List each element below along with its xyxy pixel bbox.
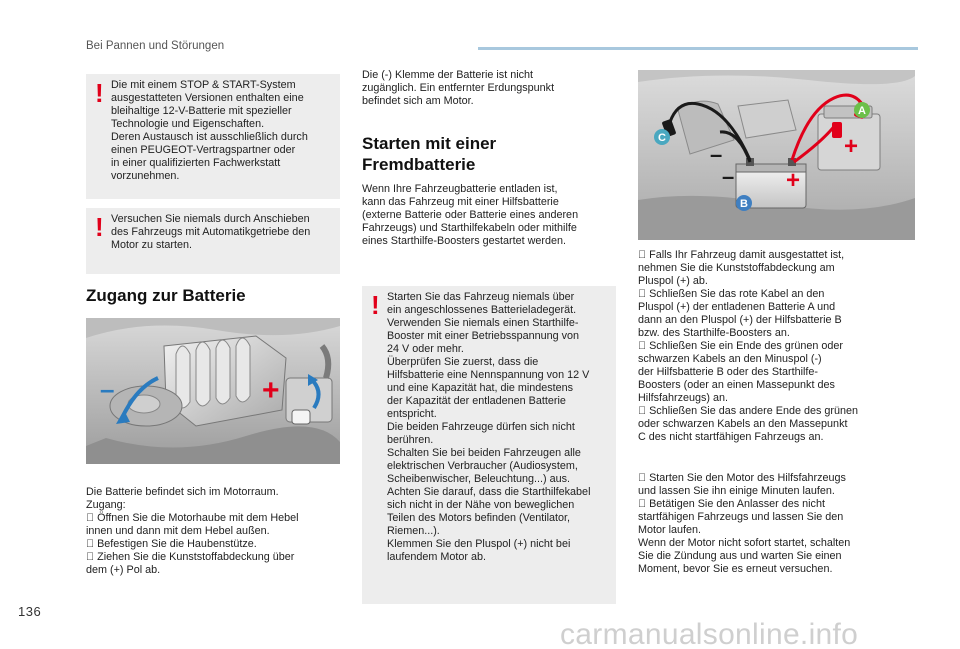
jump-start-intro: Wenn Ihre Fahrzeugbatterie entladen ist, kann das Fahrzeug mit einer Hilfsbatterie (externe Batterie oder Batterie eines anderen Fahrzeugs) und Starthilfekabeln oder mithilfe eines Starthilfe-Boosters gestartet werden.	[362, 183, 579, 247]
label-b: B	[740, 198, 748, 210]
warning-box-push-start	[86, 208, 340, 274]
jumper-cable-illustration	[638, 70, 915, 240]
engine-bay-illustration	[86, 318, 340, 464]
minus-symbol-2: –	[722, 164, 735, 189]
warning-text: Die mit einem STOP & START-System ausgestatteten Versionen enthalten eine bleihaltige 12-V-Batterie mit spezieller Technologie und Eigenschaften. Deren Austausch ist ausschließlich durch einen PEUGEOT-Vertragspartner oder in einer qualifizierten Fachwerkstatt vorzunehmen.	[111, 79, 308, 182]
warning-box-jump-start	[362, 286, 616, 604]
plus-symbol-2: +	[786, 167, 801, 194]
page-number: 136	[18, 604, 42, 619]
minus-symbol: –	[710, 142, 723, 167]
watermark: carmanualsonline.info	[560, 618, 859, 649]
warning-icon: !	[95, 212, 104, 242]
header-accent-bar	[478, 47, 918, 50]
warning-text: Versuchen Sie niemals durch Anschieben des Fahrzeugs mit Automatikgetriebe den Motor zu starten.	[111, 213, 311, 251]
access-heading: Zugang zur Batterie	[86, 286, 246, 305]
access-instructions: Die Batterie befindet sich im Motorraum. Zugang: Öffnen Sie die Motorhaube mit dem Hebel innen und dann mit dem Hebel außen. Befestigen Sie die Haubenstütze. Ziehen Sie die Kunststoffabdeckung über dem (+) Pol ab.	[86, 486, 288, 576]
minus-symbol: –	[100, 374, 115, 404]
warning-text: Starten Sie das Fahrzeug niemals über ein angeschlossenes Batterieladegerät. Verwenden Sie niemals einen Starthilfe- Booster mit einer Betriebsspannung von 24 V oder mehr. Überprüfen Sie zuerst, dass die Hilfsbatterie eine Nennspannung von 12 V und eine Kapazität hat, die mindestens der Kapazität der entladenen Batterie entspricht. Die beiden Fahrzeuge dürfen sich nicht berühren. Schalten Sie bei beiden Fahrzeugen alle elektrischen Verbraucher (Audiosystem, Scheibenwischer, Beleuchtung...) aus. Achten Sie darauf, dass die Starthilfekabel sich nicht in der Nähe von beweglichen Teilen des Motors befinden (Ventilator, Riemen...). Klemmen Sie den Pluspol (+) nicht bei laufendem Motor ab.	[387, 291, 591, 563]
warning-icon: !	[371, 290, 380, 320]
jump-start-steps-1: Falls Ihr Fahrzeug damit ausgestattet ist, nehmen Sie die Kunststoffabdeckung am Pluspol (+) ab. Schließen Sie das rote Kabel an den Pluspol (+) der entladenen Batterie A und dann an den Pluspol (+) der Hilfsbatterie B bzw. des Starthilfe-Boosters an. Schließen Sie ein Ende des grünen oder schwarzen Kabels an den Minuspol (-) der Hilfsbatterie B oder des Starthilfe- Boosters (oder an einen Massepunkt des Hilfsfahrzeugs) an. Schließen Sie das andere Ende des grünen oder schwarzen Kabels an den Massepunkt C des nicht startfähigen Fahrzeugs an.	[638, 249, 848, 443]
jump-start-steps-2: Starten Sie den Motor des Hilfsfahrzeugs und lassen Sie ihn einige Minuten laufen. Betätigen Sie den Anlasser des nicht startfähigen Fahrzeugs und lassen Sie den Motor laufen. Wenn der Motor nicht sofort startet, schalten Sie die Zündung aus und warten Sie einen Moment, bevor Sie es erneut versuchen.	[638, 472, 851, 575]
jumper-cable-drawing	[638, 70, 915, 240]
jump-start-heading: Starten mit einer Fremdbatterie	[362, 134, 497, 174]
terminal-note: Die (-) Klemme der Batterie ist nicht zugänglich. Ein entfernter Erdungspunkt befindet sich am Motor.	[362, 69, 555, 107]
engine-bay-drawing	[86, 318, 340, 464]
plus-symbol: +	[844, 133, 859, 160]
label-a: A	[858, 105, 866, 117]
plus-symbol: +	[262, 374, 280, 407]
label-c: C	[658, 132, 666, 144]
warning-box-stop-start	[86, 74, 340, 199]
section-title: Bei Pannen und Störungen	[86, 40, 225, 52]
warning-icon: !	[95, 78, 104, 108]
